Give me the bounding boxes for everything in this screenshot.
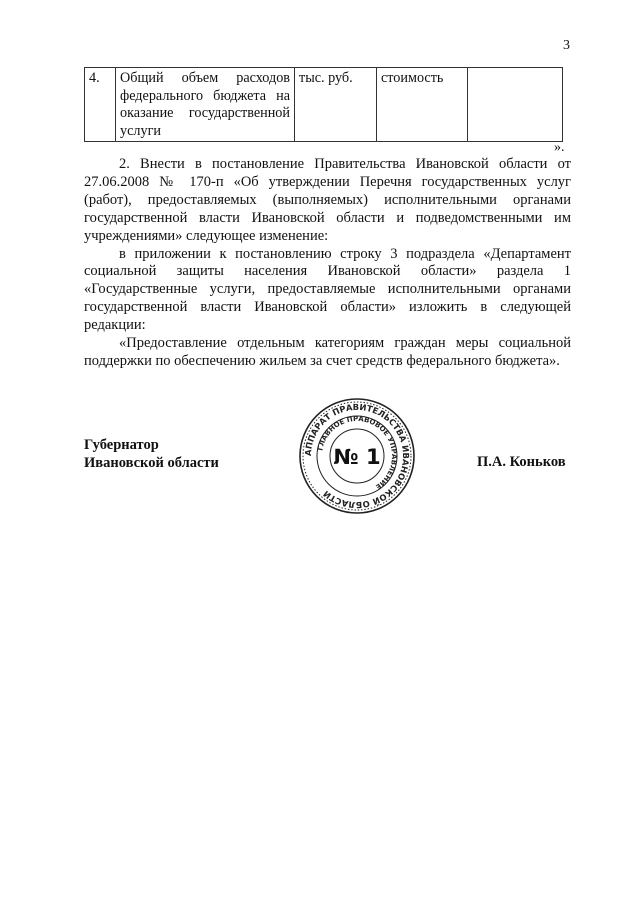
body-text	[84, 156, 571, 371]
official-seal	[297, 396, 417, 516]
signatory-name: П.А. Коньков	[477, 454, 566, 470]
services-table	[84, 67, 563, 142]
row-value	[468, 68, 563, 142]
signatory-title	[84, 436, 219, 472]
row-description: Общий объем расходов федерального бюджета на оказание государственной услуги	[116, 68, 295, 142]
row-indicator-type: стоимость	[377, 68, 468, 142]
signatory-title-line2: Ивановской области	[84, 455, 219, 471]
signatory-title-line1: Губернатор	[84, 437, 159, 453]
page-number: 3	[563, 38, 570, 53]
seal-center-number: № 1	[333, 445, 381, 469]
row-unit: тыс. руб.	[295, 68, 377, 142]
paragraph-annex: в приложении к постановлению строку 3 подраздела «Департамент социальной защиты населения Ивановской области» раздела 1 «Государственные услуги, предоставляемые исполнительными органами государственной власти Ивановской области» изложить в следующей редакции:	[84, 245, 571, 334]
paragraph-amendment: 2. Внести в постановление Правительства Ивановской области от 27.06.2008 № 170-п «Об утверждении Перечня государственных услуг (работ), предоставляемых (выполняемых) исполнительными органами государственной власти Ивановской области и подведомственными им учреждениями» следующее изменение:	[84, 156, 571, 244]
paragraph-new-wording: «Предоставление отдельным категориям граждан меры социальной поддержки по обеспечению жильем за счет средств федерального бюджета».	[84, 335, 571, 369]
table-row	[85, 68, 563, 142]
row-number: 4.	[85, 68, 116, 142]
closing-quote: ».	[554, 140, 565, 155]
seal-graphic	[297, 396, 417, 516]
seal-inner-text: ГЛАВНОЕ ПРАВОВОЕ УПРАВЛЕНИЕ	[316, 414, 399, 491]
seal-outer-text: АППАРАТ ПРАВИТЕЛЬСТВА ИВАНОВСКОЙ ОБЛАСТИ	[302, 401, 412, 511]
